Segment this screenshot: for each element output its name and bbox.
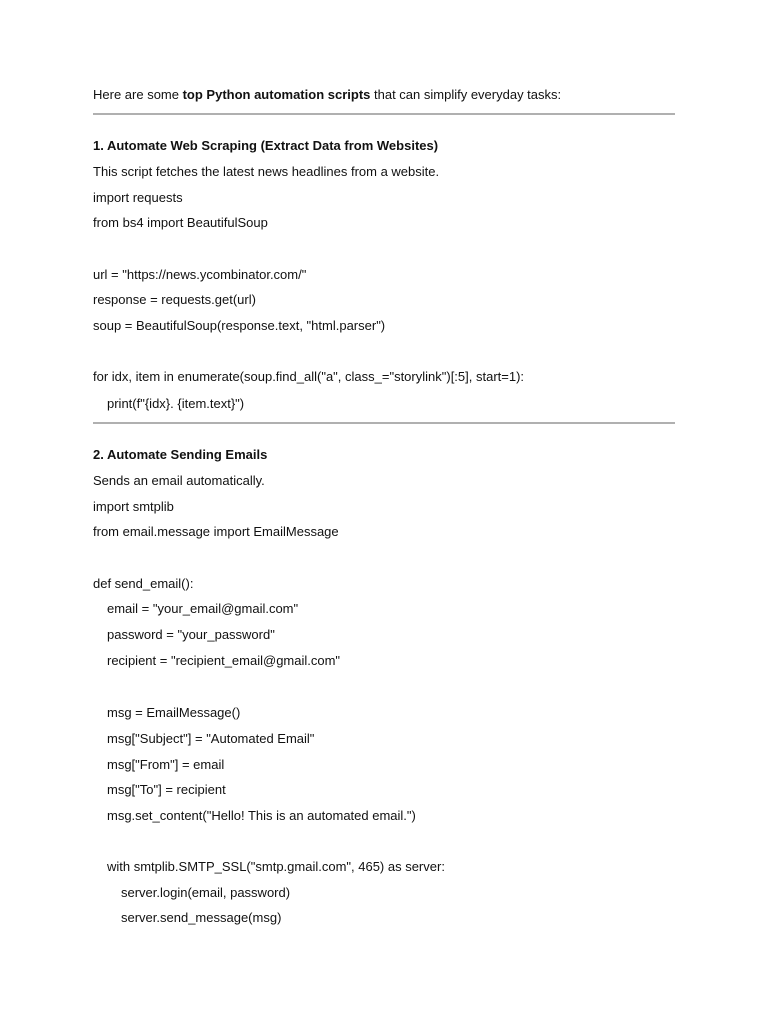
code-line: print(f"{idx}. {item.text}") — [107, 396, 245, 411]
code-line: soup = BeautifulSoup(response.text, "html.parser") — [93, 318, 386, 333]
code-line: import requests — [93, 190, 183, 205]
intro-bold: top Python automation scripts — [182, 87, 371, 102]
section2-heading: 2. Automate Sending Emails — [93, 447, 268, 462]
code-line: recipient = "recipient_email@gmail.com" — [107, 653, 341, 668]
code-line: def send_email(): — [93, 576, 194, 591]
intro-suffix: that can simplify everyday tasks: — [370, 87, 562, 102]
code-line: for idx, item in enumerate(soup.find_all("a", class_="storylink")[:5], start=1): — [93, 369, 525, 384]
code-line: server.send_message(msg) — [121, 910, 282, 925]
code-line: from email.message import EmailMessage — [93, 524, 339, 539]
code-line: msg = EmailMessage() — [107, 705, 241, 720]
code-line: with smtplib.SMTP_SSL("smtp.gmail.com", 465) as server: — [107, 859, 445, 874]
code-line: msg["To"] = recipient — [107, 782, 226, 797]
code-line: response = requests.get(url) — [93, 292, 256, 307]
code-line: server.login(email, password) — [121, 885, 291, 900]
section1-description: This script fetches the latest news headlines from a website. — [93, 164, 440, 179]
code-line: from bs4 import BeautifulSoup — [93, 215, 268, 230]
code-line: msg.set_content("Hello! This is an automated email.") — [107, 808, 416, 823]
code-line: password = "your_password" — [107, 627, 275, 642]
code-line: msg["From"] = email — [107, 757, 225, 772]
section2-description: Sends an email automatically. — [93, 473, 265, 488]
code-line: email = "your_email@gmail.com" — [107, 601, 299, 616]
intro-paragraph — [93, 87, 561, 103]
code-line: url = "https://news.ycombinator.com/" — [93, 267, 307, 282]
intro-prefix: Here are some — [93, 87, 183, 102]
divider — [93, 422, 675, 424]
section1-heading: 1. Automate Web Scraping (Extract Data from Websites) — [93, 138, 439, 153]
divider — [93, 113, 675, 115]
code-line: msg["Subject"] = "Automated Email" — [107, 731, 315, 746]
code-line: import smtplib — [93, 499, 174, 514]
